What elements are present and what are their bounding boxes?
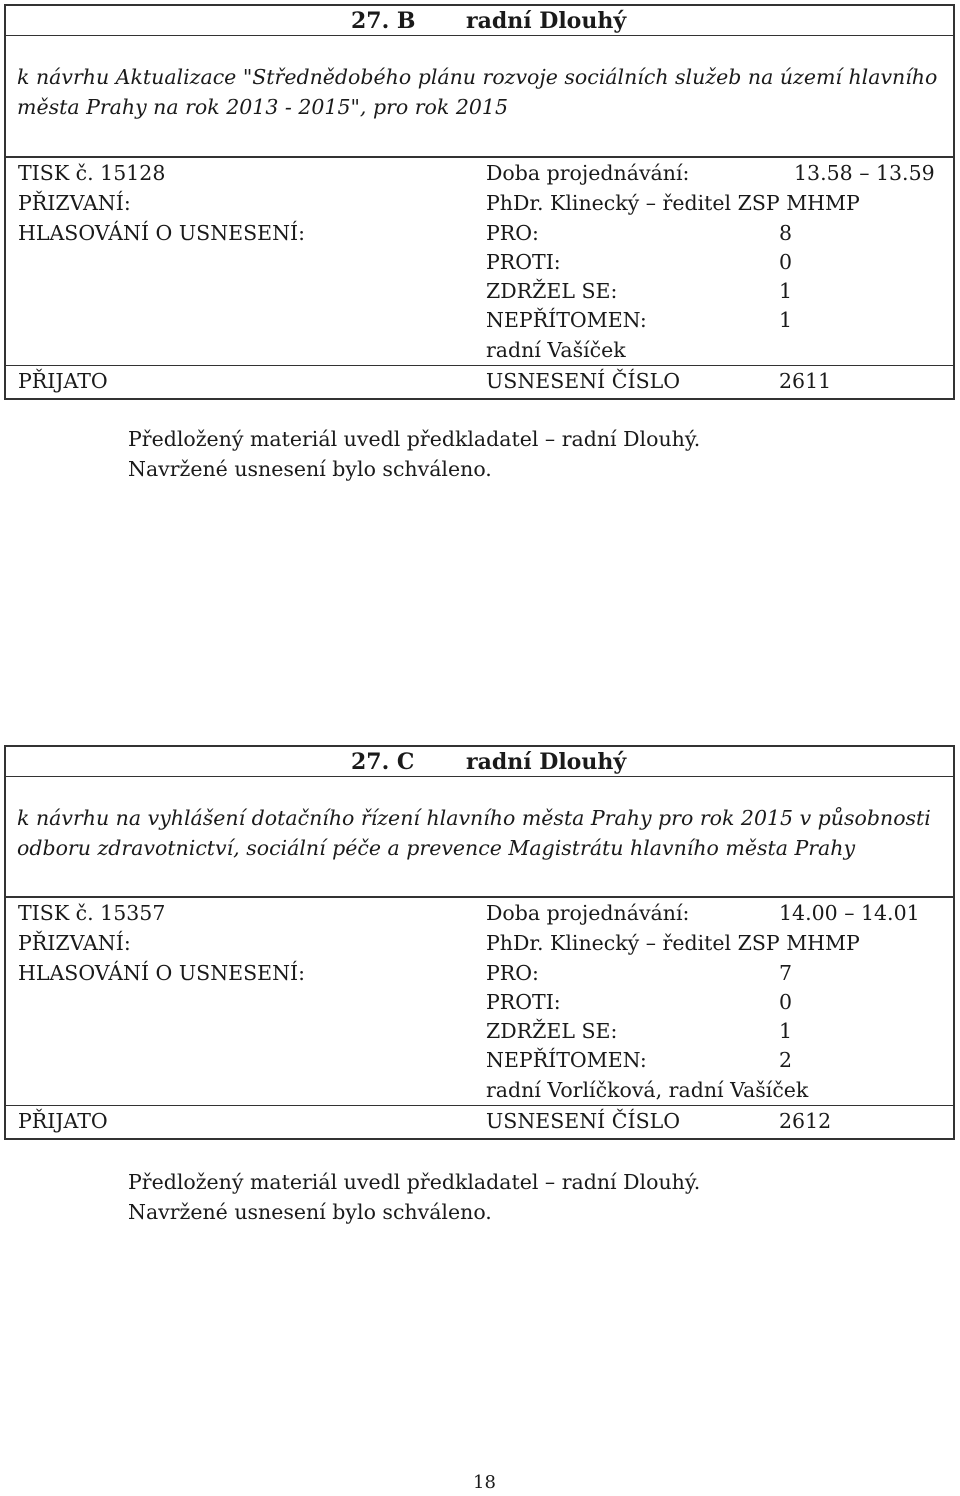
doba-value: 14.00 – 14.01 — [779, 901, 920, 925]
zdrzel-value: 1 — [779, 279, 793, 303]
zdrzel-label: ZDRŽEL SE: — [486, 1019, 618, 1043]
usneseni-label: USNESENÍ ČÍSLO — [486, 369, 681, 393]
proti-row — [6, 250, 953, 279]
subject-line: města Prahy na rok 2013 - 2015", pro rok 2015 — [17, 95, 508, 119]
prizvani-value: PhDr. Klinecký – ředitel ZSP MHMP — [486, 191, 860, 215]
page-number: 18 — [473, 1472, 496, 1493]
row-divider — [6, 365, 953, 366]
tisk-row — [6, 901, 953, 930]
nepritomen-label: NEPŘÍTOMEN: — [486, 308, 647, 332]
prizvani-label: PŘIZVANÍ: — [18, 931, 131, 955]
absent-names: radní Vorlíčková, radní Vašíček — [486, 1078, 809, 1102]
prijato-row — [6, 1109, 953, 1138]
row-divider — [6, 1105, 953, 1106]
zdrzel-value: 1 — [779, 1019, 793, 1043]
result-line: Předložený materiál uvedl předkladatel – radní Dlouhý. — [128, 427, 701, 451]
proti-value: 0 — [779, 990, 793, 1014]
prizvani-label: PŘIZVANÍ: — [18, 191, 131, 215]
zdrzel-label: ZDRŽEL SE: — [486, 279, 618, 303]
prijato-label: PŘIJATO — [18, 369, 108, 393]
absent-row — [6, 338, 953, 367]
result-text — [128, 1167, 700, 1227]
item-subject — [4, 777, 955, 896]
pro-label: PRO: — [486, 961, 539, 985]
absent-names: radní Vašíček — [486, 338, 626, 362]
absent-row — [6, 1078, 953, 1107]
voting-table — [4, 156, 955, 400]
item-number: 27. C — [351, 749, 415, 775]
result-line: Navržené usnesení bylo schváleno. — [128, 457, 492, 481]
pro-label: PRO: — [486, 221, 539, 245]
nepritomen-row — [6, 1048, 953, 1077]
hlasovani-label: HLASOVÁNÍ O USNESENÍ: — [18, 961, 306, 985]
prijato-label: PŘIJATO — [18, 1109, 108, 1133]
nepritomen-row — [6, 308, 953, 337]
tisk-row — [6, 161, 953, 190]
item-subject — [4, 36, 955, 156]
agenda-item-27c — [4, 745, 955, 1140]
prizvani-value: PhDr. Klinecký – ředitel ZSP MHMP — [486, 931, 860, 955]
subject-line: k návrhu na vyhlášení dotačního řízení hlavního města Prahy pro rok 2015 v působnosti — [17, 806, 931, 830]
subject-line: k návrhu Aktualizace "Střednědobého plánu rozvoje sociálních služeb na území hlavního — [17, 65, 938, 89]
pro-value: 8 — [779, 221, 793, 245]
result-line: Předložený materiál uvedl předkladatel – radní Dlouhý. — [128, 1170, 701, 1194]
usneseni-value: 2611 — [779, 369, 832, 393]
usneseni-label: USNESENÍ ČÍSLO — [486, 1109, 681, 1133]
usneseni-value: 2612 — [779, 1109, 832, 1133]
prizvani-row — [6, 191, 953, 220]
nepritomen-value: 1 — [779, 308, 793, 332]
pro-row — [6, 961, 953, 990]
hlasovani-label: HLASOVÁNÍ O USNESENÍ: — [18, 221, 306, 245]
pro-row — [6, 221, 953, 250]
item-number: 27. B — [351, 8, 416, 34]
proti-value: 0 — [779, 250, 793, 274]
prijato-row — [6, 369, 953, 398]
zdrzel-row — [6, 1019, 953, 1048]
item-speaker: radní Dlouhý — [466, 8, 627, 34]
doba-value: 13.58 – 13.59 — [794, 161, 935, 185]
tisk-label: TISK č. 15128 — [18, 161, 166, 185]
proti-row — [6, 990, 953, 1019]
zdrzel-row — [6, 279, 953, 308]
subject-line: odboru zdravotnictví, sociální péče a prevence Magistrátu hlavního města Prahy — [17, 836, 856, 860]
doba-label: Doba projednávání: — [486, 901, 690, 925]
doba-label: Doba projednávání: — [486, 161, 690, 185]
item-header — [4, 745, 955, 777]
proti-label: PROTI: — [486, 250, 561, 274]
result-text — [128, 424, 700, 484]
tisk-label: TISK č. 15357 — [18, 901, 166, 925]
pro-value: 7 — [779, 961, 793, 985]
prizvani-row — [6, 931, 953, 960]
voting-table — [4, 896, 955, 1140]
nepritomen-value: 2 — [779, 1048, 793, 1072]
item-header — [4, 4, 955, 36]
nepritomen-label: NEPŘÍTOMEN: — [486, 1048, 647, 1072]
item-speaker: radní Dlouhý — [466, 749, 627, 775]
proti-label: PROTI: — [486, 990, 561, 1014]
result-line: Navržené usnesení bylo schváleno. — [128, 1200, 492, 1224]
agenda-item-27b — [4, 4, 955, 400]
